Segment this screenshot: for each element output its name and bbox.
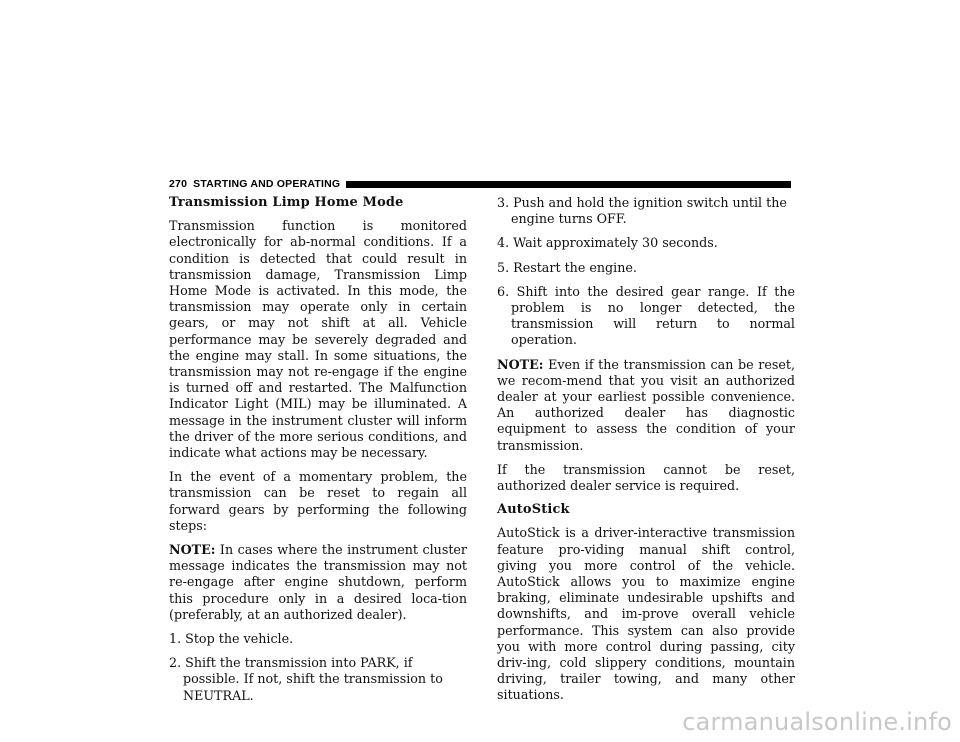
watermark: carmanualsonline.info: [682, 708, 952, 736]
paragraph-limp-home-description: Transmission function is monitored electronically for ab-normal conditions. If a condition is detected that could result in transmission damage, Transmission Limp Home Mode is activated. In this mode, the transmission may operate only in certain gears, or may not shift at all. Vehicle performance may be severely degraded and the engine may stall. In some situations, the transmission may not re-engage if the engine is turned off and restarted. The Malfunction Indicator Light (MIL) may be illuminated. A message in the instrument cluster will inform the driver of the more serious conditions, and indicate what actions may be necessary.: [169, 218, 467, 461]
step-3: 3. Push and hold the ignition switch until the engine turns OFF.: [497, 195, 787, 227]
note-text: Even if the transmission can be reset, we recom-mend that you visit an authorized dealer at your earliest possible convenience. An authorized dealer has diagnostic equipment to assess the condition of your transmission.: [497, 356, 795, 453]
right-column: [497, 195, 795, 712]
step-4: 4. Wait approximately 30 seconds.: [497, 235, 718, 251]
note-label: NOTE:: [497, 356, 544, 372]
page-number: 270: [169, 178, 188, 190]
header-rule: [346, 181, 791, 188]
section-heading-autostick: AutoStick: [497, 502, 570, 518]
step-5: 5. Restart the engine.: [497, 259, 637, 275]
section-title: STARTING AND OPERATING: [193, 178, 341, 190]
step-6: 6. Shift into the desired gear range. If the problem is no longer detected, the transmission will return to normal operation.: [497, 283, 795, 348]
section-heading-limp-home: Transmission Limp Home Mode: [169, 195, 404, 210]
note-label: NOTE:: [169, 542, 216, 558]
left-column: [169, 195, 467, 712]
paragraph-reset-intro: In the event of a momentary problem, the transmission can be reset to regain all forward gears by performing the following steps:: [169, 469, 467, 533]
step-2: 2. Shift the transmission into PARK, if possible. If not, shift the transmission to NEUTRAL.: [169, 655, 443, 703]
note-limp-home: [169, 542, 467, 623]
page-header: [169, 177, 791, 191]
step-1: 1. Stop the vehicle.: [169, 631, 294, 647]
paragraph-autostick-description: AutoStick is a driver-interactive transmission feature pro-viding manual shift control, giving you more control of the vehicle. AutoStick allows you to maximize engine braking, eliminate undesirable upshifts and downshifts, and im-prove overall vehicle performance. This system can also provide you with more control during passing, city driv-ing, cold slippery conditions, mountain driving, trailer towing, and many other situations.: [497, 525, 795, 703]
paragraph-dealer-service: If the transmission cannot be reset, authorized dealer service is required.: [497, 461, 795, 494]
note-dealer: [497, 357, 795, 454]
note-text: In cases where the instrument cluster message indicates the transmission may not re-engage after engine shutdown, perform this procedure only in a desired loca-tion (preferably, at an authorized dealer).: [169, 542, 467, 622]
